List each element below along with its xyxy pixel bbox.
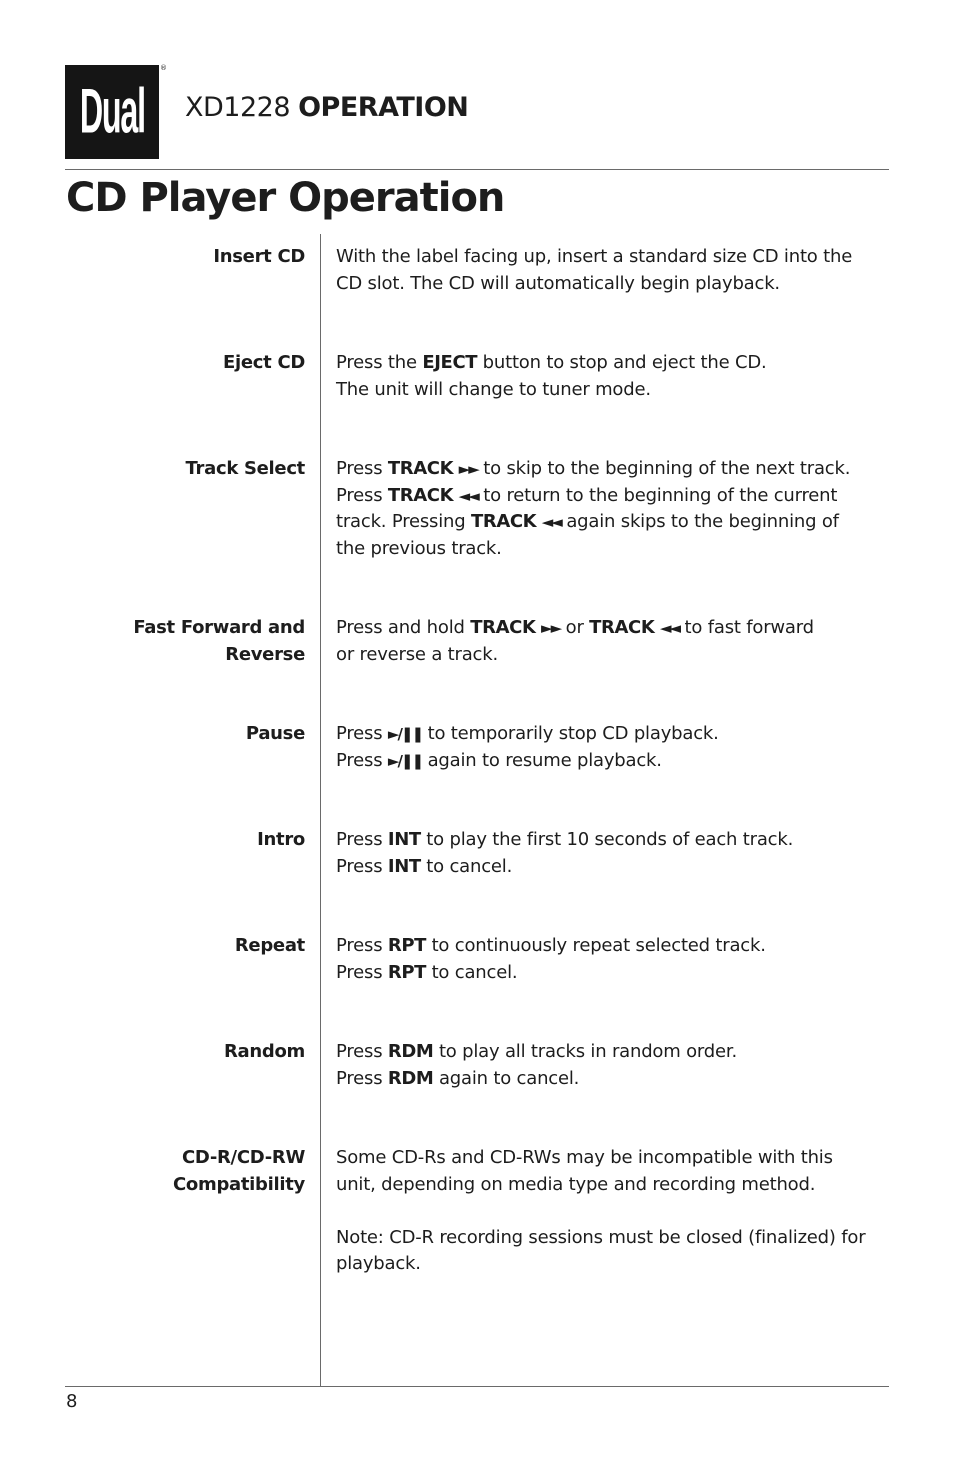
label-intro: Intro xyxy=(257,829,305,850)
desc-line: Press TRACK ►► to skip to the beginning of the next track. xyxy=(336,458,851,479)
play-pause-icon: ►/❚❚ xyxy=(387,725,423,743)
desc-line: CD slot. The CD will automatically begin playback. xyxy=(336,272,780,294)
label-fast-forward-reverse: Fast Forward and Reverse xyxy=(133,617,305,665)
desc-line: the previous track. xyxy=(336,537,502,559)
desc-note-line: playback. xyxy=(336,1253,421,1274)
desc-line: unit, depending on media type and recording method. xyxy=(336,1173,816,1195)
brand-logo-text: Dual xyxy=(79,76,145,148)
desc-cdr-compatibility xyxy=(336,1145,891,1278)
desc-line: Press RDM again to cancel. xyxy=(336,1067,580,1089)
desc-insert-cd xyxy=(336,244,891,297)
label-insert-cd: Insert CD xyxy=(213,246,305,267)
desc-line: Press RPT to continuously repeat selected track. xyxy=(336,935,766,956)
desc-line: track. Pressing TRACK ◄◄ again skips to the beginning of xyxy=(336,511,839,532)
desc-track-select xyxy=(336,456,891,562)
label-cdr-compatibility: CD-R/CD-RW Compatibility xyxy=(173,1147,305,1195)
desc-line: Press TRACK ◄◄ to return to the beginning of the current xyxy=(336,484,838,506)
label-pause: Pause xyxy=(245,723,305,744)
header-section: OPERATION xyxy=(298,92,469,123)
desc-fast-forward-reverse xyxy=(336,615,891,668)
header-title xyxy=(185,94,468,121)
desc-line: Press ►/❚❚ to temporarily stop CD playback. xyxy=(336,723,719,744)
desc-line: Press INT to play the first 10 seconds of each track. xyxy=(336,829,794,850)
desc-line: Some CD-Rs and CD-RWs may be incompatible with this xyxy=(336,1147,833,1168)
prev-track-icon: ◄◄ xyxy=(541,513,561,531)
label-track-select: Track Select xyxy=(185,458,305,479)
eject-button-name: EJECT xyxy=(422,352,478,373)
desc-line: Press ►/❚❚ again to resume playback. xyxy=(336,749,662,771)
desc-line: Press INT to cancel. xyxy=(336,855,513,877)
next-track-icon: ►► xyxy=(541,619,561,637)
header-model: XD1228 xyxy=(185,92,290,123)
label-eject-cd: Eject CD xyxy=(223,352,305,373)
desc-random xyxy=(336,1039,891,1092)
page-title: CD Player Operation xyxy=(66,175,505,221)
desc-line: Press RPT to cancel. xyxy=(336,961,518,983)
label-repeat: Repeat xyxy=(234,935,305,956)
desc-note-line: Note: CD-R recording sessions must be closed (finalized) for xyxy=(336,1226,866,1248)
desc-line: With the label facing up, insert a standard size CD into the xyxy=(336,246,853,267)
next-track-icon: ►► xyxy=(458,460,478,478)
page-number: 8 xyxy=(66,1391,78,1412)
prev-track-icon: ◄◄ xyxy=(458,486,478,505)
desc-eject-cd xyxy=(336,350,891,403)
desc-line: The unit will change to tuner mode. xyxy=(336,378,651,400)
desc-line: Press RDM to play all tracks in random order. xyxy=(336,1041,737,1062)
registered-mark: ® xyxy=(160,64,167,72)
desc-pause xyxy=(336,721,891,774)
prev-track-icon: ◄◄ xyxy=(659,619,680,637)
bottom-divider xyxy=(65,1386,889,1387)
brand-logo xyxy=(65,65,159,159)
label-random: Random xyxy=(223,1041,305,1062)
desc-repeat xyxy=(336,933,891,986)
desc-line: or reverse a track. xyxy=(336,643,498,665)
desc-line: Press and hold TRACK ►► or TRACK ◄◄ to fast forward xyxy=(336,617,814,638)
desc-intro xyxy=(336,827,891,880)
play-pause-icon: ►/❚❚ xyxy=(387,751,423,770)
top-divider xyxy=(65,169,889,170)
desc-line: Press the EJECT button to stop and eject the CD. xyxy=(336,352,767,373)
column-divider xyxy=(320,234,321,1386)
